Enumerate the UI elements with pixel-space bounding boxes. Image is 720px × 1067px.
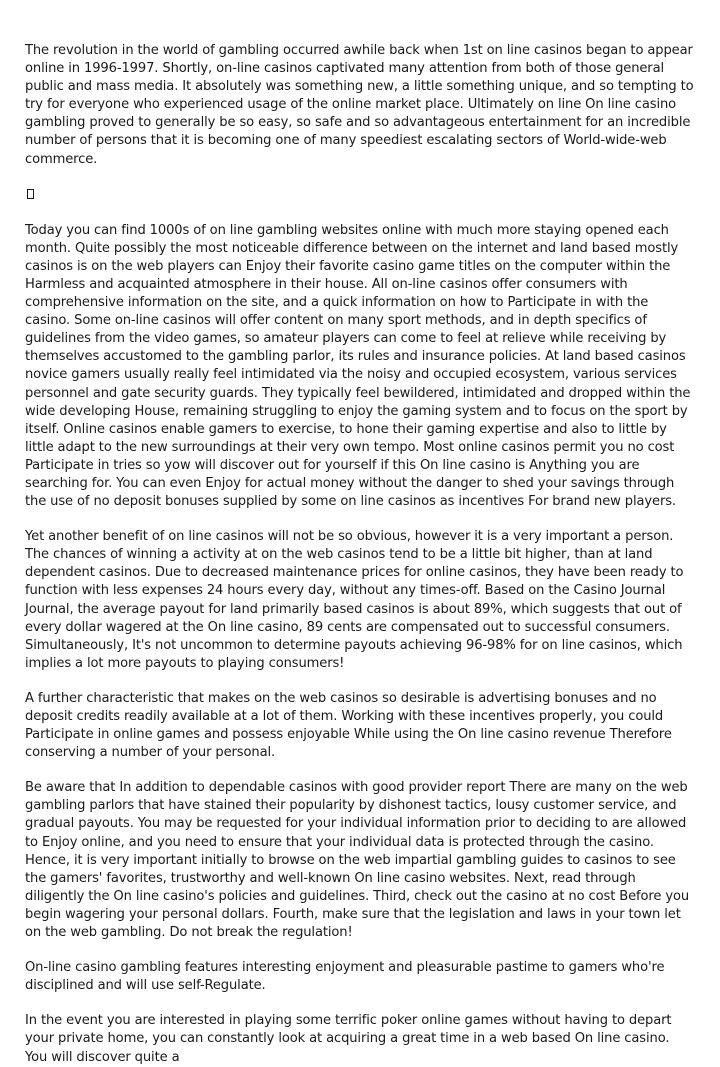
paragraph-discipline: On-line casino gambling features interesting enjoyment and pleasurable pastime to gamers who're disciplined and will use self-Regulate. bbox=[25, 960, 665, 994]
paragraph-payouts: Yet another benefit of on line casinos will not be so obvious, however it is a very important a person. The chances of winning a activity at on the web casinos tend to be a little bit higher, than at land dependent casinos. Due to decreased maintenance prices for online casinos, they have been ready to function with less expenses 24 hours every day, without any times-off. Based on the Casino Journal Journal, the average payout for land primarily based casinos is about 89%, which suggests that out of every dollar wagered at the On line casino, 89 cents are compensated out to successful consumers. Simultaneously, It's not uncommon to determine payouts achieving 96-98% for on line casinos, which implies a lot more payouts to playing consumers! bbox=[25, 529, 684, 671]
paragraph-poker: In the event you are interested in playing some terrific poker online games without having to depart your private home, you can constantly look at acquiring a great time in a web based On line casino. You will discover quite a bbox=[25, 1013, 672, 1065]
missing-glyph-icon bbox=[27, 189, 34, 199]
missing-image-placeholder bbox=[25, 186, 695, 204]
paragraph-online-sites: Today you can find 1000s of on line gambling websites online with much more staying opened each month. Quite possibly the most noticeable difference between on the internet and land based mostly casinos is on the web players can Enjoy their favorite casino game titles on the computer within the Harmless and acquainted atmosphere in their house. All on-line casinos offer consumers with comprehensive information on the site, and a quick information on how to Participate in with the casino. Some on-line casinos will offer content on many sport methods, and in depth specifics of guidelines from the video games, so amateur players can come to feel at relieve while receiving by themselves accustomed to the gambling parlor, its rules and insurance policies. At land based casinos novice gamers usually really feel intimidated via the noisy and occupied ecosystem, various services personnel and gate security guards. They typically feel bewildered, intimidated and dropped within the wide developing House, remaining struggling to enjoy the gaming system and to focus on the sport by itself. Online casinos enable gamers to exercise, to hone their gaming expertise and also to little by little adapt to the new surroundings at their very own tempo. Most online casinos permit you no cost Participate in tries so yow will discover out for yourself if this On line casino is Anything you are searching for. You can even Enjoy for actual money without the danger to shed your savings through the use of no deposit bonuses supplied by some on line casinos as incentives For brand new players. bbox=[25, 222, 691, 510]
paragraph-caution: Be aware that In addition to dependable casinos with good provider report There are many on the web gambling parlors that have stained their popularity by dishonest tactics, lousy customer service, and gradual payouts. You may be requested for your individual information prior to deciding to are allowed to Enjoy online, and you need to ensure that your individual data is protected through the casino. Hence, it is very important initially to browse on the web impartial gambling guides to casinos to see the gamers' favorites, trustworthy and well-known On line casino websites. Next, read through diligently the On line casino's policies and guidelines. Third, check out the casino at no cost Before you begin wagering your personal dollars. Fourth, make sure that the legislation and laws in your town let on the web gambling. Do not break the regulation! bbox=[25, 780, 690, 941]
paragraph-intro: The revolution in the world of gambling occurred awhile back when 1st on line casinos began to appear online in 1996-1997. Shortly, on-line casinos captivated many attention from both of those general public and mass media. It absolutely was something new, a little something unique, and so tempting to try for everyone who experienced usage of the online market place. Ultimately on line On line casino gambling proved to generally be so easy, so safe and so advantageous entertainment for an incredible number of persons that it is becoming one of many speediest escalating sectors of World-wide-web commerce. bbox=[25, 43, 694, 167]
paragraph-bonuses: A further characteristic that makes on the web casinos so desirable is advertising bonuses and no deposit credits readily available at a lot of them. Working with these incentives properly, you could Participate in online games and possess enjoyable While using the On line casino revenue Therefore conserving a number of your personal. bbox=[25, 690, 672, 761]
